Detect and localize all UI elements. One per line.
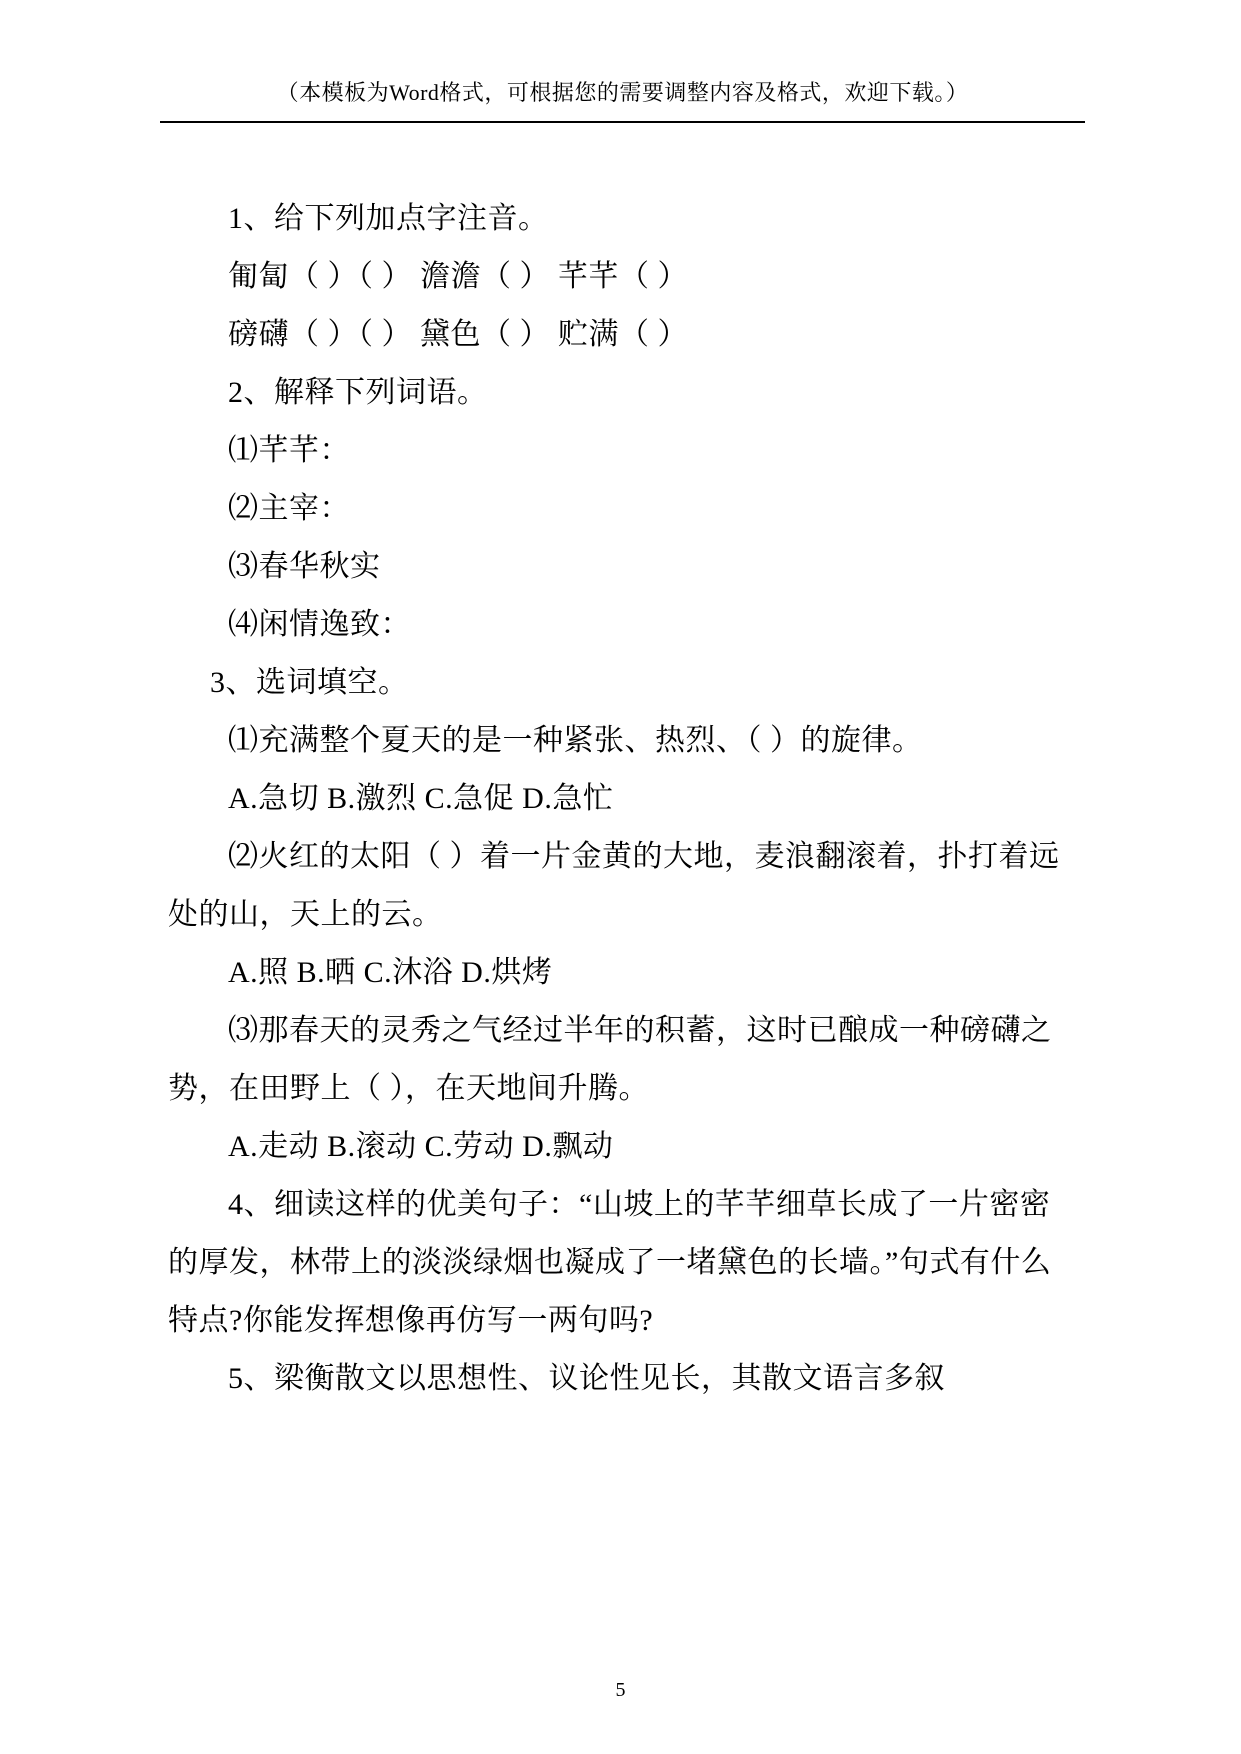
paragraph: 4、细读这样的优美句子：“山坡上的芊芊细草长成了一片密密的厚发，林带上的淡淡绿烟也凝成了一堵黛色的长墙。”句式有什么特点?你能发挥想像再仿写一两句吗? bbox=[168, 1188, 1052, 1337]
paragraph: 磅礴（ ）（ ） 黛色（ ） 贮满（ ） bbox=[228, 318, 688, 351]
document-body bbox=[168, 190, 1073, 1408]
paragraph: ⑶春华秋实 bbox=[228, 550, 381, 583]
paragraph: ⑵火红的太阳（ ）着一片金黄的大地，麦浪翻滚着，扑打着远处的山，天上的云。 bbox=[168, 840, 1060, 931]
template-note-header: （本模板为Word格式，可根据您的需要调整内容及格式，欢迎下载。） bbox=[160, 76, 1085, 123]
paragraph: 3、选词填空。 bbox=[210, 666, 409, 699]
paragraph: A.照 B.晒 C.沐浴 D.烘烤 bbox=[228, 956, 553, 989]
paragraph: 2、解释下列词语。 bbox=[228, 376, 488, 409]
paragraph: ⑴充满整个夏天的是一种紧张、热烈、（ ）的旋律。 bbox=[228, 724, 923, 757]
page-number: 5 bbox=[615, 1679, 626, 1701]
paragraph: 1、给下列加点字注音。 bbox=[228, 202, 549, 235]
paragraph: ⑷闲情逸致： bbox=[228, 608, 411, 641]
paragraph: A.走动 B.滚动 C.劳动 D.飘动 bbox=[228, 1130, 614, 1163]
paragraph: ⑵主宰： bbox=[228, 492, 350, 525]
paragraph: 5、梁衡散文以思想性、议论性见长，其散文语言多叙 bbox=[228, 1362, 945, 1395]
paragraph: A.急切 B.激烈 C.急促 D.急忙 bbox=[228, 782, 614, 815]
paragraph: ⑶那春天的灵秀之气经过半年的积蓄，这时已酿成一种磅礴之势，在田野上（ ），在天地间升腾。 bbox=[168, 1014, 1052, 1105]
paragraph: ⑴芊芊： bbox=[228, 434, 350, 467]
paragraph: 匍匐（ ）（ ） 澹澹（ ） 芊芊（ ） bbox=[228, 260, 688, 293]
